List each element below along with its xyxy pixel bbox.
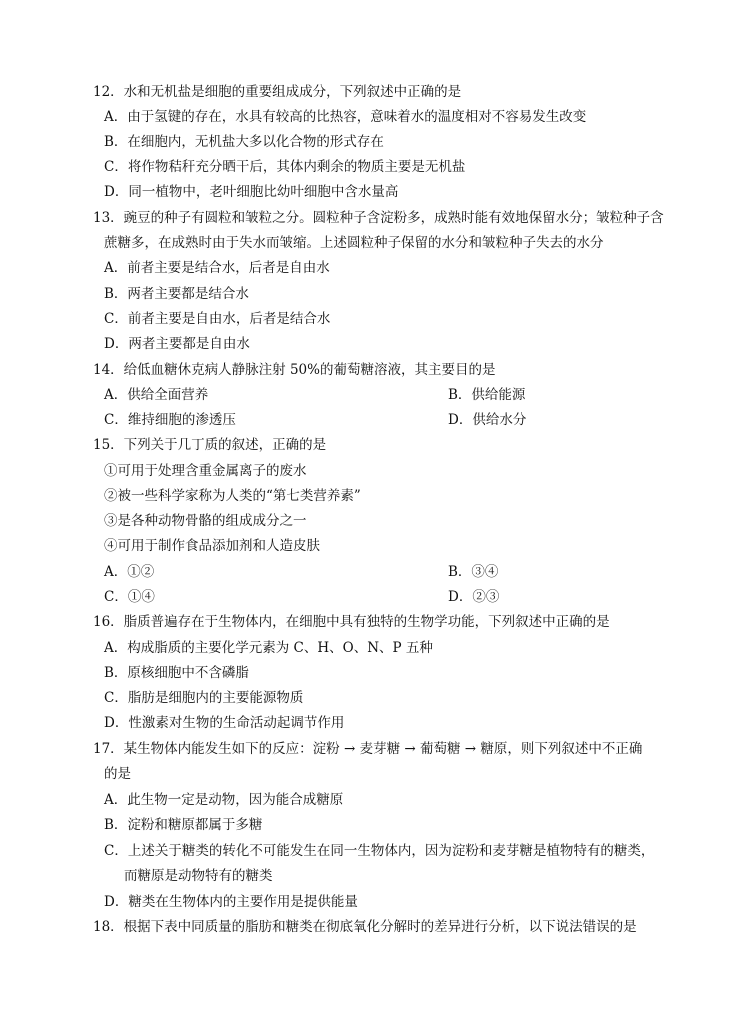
question-13-option-c: C．前者主要是自由水，后者是结合水 [104,311,331,327]
question-17-option-c: C．上述关于糖类的转化不可能发生在同一生物体内，因为淀粉和麦芽糖是植物特有的糖类， [104,843,655,859]
question-15-item-4: ④可用于制作食品添加剂和人造皮肤 [104,538,320,554]
question-15-option-d: D．②③ [448,589,500,605]
question-12-option-a: A．由于氢键的存在，水具有较高的比热容，意味着水的温度相对不容易发生改变 [104,109,587,125]
question-15-option-b: B．③④ [448,564,499,580]
question-15-item-3: ③是各种动物骨骼的组成成分之一 [104,513,307,529]
question-18-stem: 18．根据下表中同质量的脂肪和糖类在彻底氧化分解时的差异进行分析，以下说法错误的是 [93,919,637,935]
question-16-stem: 16．脂质普遍存在于生物体内，在细胞中具有独特的生物学功能，下列叙述中正确的是 [93,614,610,630]
question-17-stem-line2: 的是 [104,766,131,782]
question-17-option-d: D．糖类在生物体内的主要作用是提供能量 [104,894,358,910]
question-15-item-1: ①可用于处理含重金属离子的废水 [104,463,307,479]
question-17-option-c-continued: 而糖原是动物特有的糖类 [124,868,273,884]
question-12-stem: 12．水和无机盐是细胞的重要组成成分，下列叙述中正确的是 [93,84,462,100]
question-16-option-a: A．构成脂质的主要化学元素为 C、H、O、N、P 五种 [104,640,433,656]
question-12-option-b: B．在细胞内，无机盐大多以化合物的形式存在 [104,134,384,150]
question-17-option-a: A．此生物一定是动物，因为能合成糖原 [104,792,344,808]
question-13-option-a: A．前者主要是结合水，后者是自由水 [104,260,330,276]
question-13-option-b: B．两者主要都是结合水 [104,286,249,302]
question-13-stem-line1: 13．豌豆的种子有圆粒和皱粒之分。圆粒种子含淀粉多，成熟时能有效地保留水分；皱粒种子含 [93,210,664,226]
question-14-option-d: D．供给水分 [448,412,527,428]
question-14-option-a: A．供给全面营养 [104,387,209,403]
question-12-option-c: C．将作物秸秆充分晒干后，其体内剩余的物质主要是无机盐 [104,159,466,175]
question-14-option-c: C．维持细胞的渗透压 [104,412,236,428]
question-16-option-c: C．脂肪是细胞内的主要能源物质 [104,690,304,706]
question-16-option-d: D．性激素对生物的生命活动起调节作用 [104,715,345,731]
question-13-option-d: D．两者主要都是自由水 [104,336,250,352]
question-17-stem-line1: 17．某生物体内能发生如下的反应：淀粉 → 麦芽糖 → 葡萄糖 → 糖原，则下列叙述中不正确 [93,741,643,757]
question-13-stem-line2: 蔗糖多，在成熟时由于失水而皱缩。上述圆粒种子保留的水分和皱粒种子失去的水分 [104,235,604,251]
question-16-option-b: B．原核细胞中不含磷脂 [104,665,249,681]
question-15-option-a: A．①② [104,564,155,580]
question-14-stem: 14．给低血糖休克病人静脉注射 50%的葡萄糖溶液，其主要目的是 [93,362,496,378]
question-15-item-2: ②被一些科学家称为人类的“第七类营养素” [104,488,361,504]
question-15-stem: 15．下列关于几丁质的叙述，正确的是 [93,437,327,453]
question-14-option-b: B．供给能源 [448,387,526,403]
question-15-option-c: C．①④ [104,589,155,605]
question-17-option-b: B．淀粉和糖原都属于多糖 [104,817,263,833]
question-12-option-d: D．同一植物中，老叶细胞比幼叶细胞中含水量高 [104,184,399,200]
